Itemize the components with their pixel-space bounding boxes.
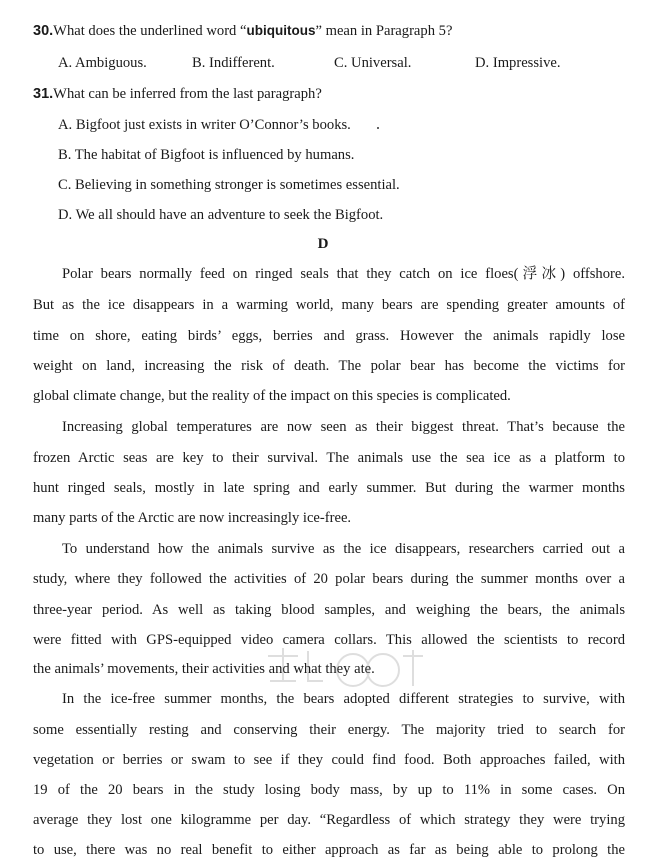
- question-30-stem: [33, 22, 452, 40]
- question-30-stem-before: What does the underlined word “: [53, 23, 247, 39]
- passage-line: the animals’ movements, their activities and what they ate.: [33, 661, 375, 677]
- passage-line: time on shore, eating birds’ eggs, berries and grass. However the animals rapidly lose: [33, 328, 625, 344]
- question-30-keyword: ubiquitous: [246, 23, 316, 38]
- passage-line: frozen Arctic seas are key to their survival. The animals use the sea ice as a platform to: [33, 450, 625, 466]
- question-31-stem: [33, 85, 322, 103]
- question-30-option-d[interactable]: D. Impressive.: [475, 55, 561, 71]
- passage-line: many parts of the Arctic are now increasingly ice-free.: [33, 510, 352, 526]
- question-31-option-d[interactable]: D. We all should have an adventure to seek the Bigfoot.: [58, 207, 384, 223]
- question-30-option-a[interactable]: A. Ambiguous.: [58, 55, 147, 71]
- passage-line: To understand how the animals survive as the ice disappears, researchers carried out a: [62, 541, 625, 557]
- passage-line: But as the ice disappears in a warming world, many bears are spending greater amounts of: [33, 297, 625, 313]
- passage-line: Polar bears normally feed on ringed seals that they catch on ice floes(浮冰) offshore.: [62, 266, 625, 282]
- passage-line: to use, there was no real benefit to either approach as far as being able to prolong the: [33, 842, 625, 858]
- question-30-number: 30.: [33, 23, 54, 39]
- passage-line: In the ice-free summer months, the bears adopted different strategies to survive, with: [62, 691, 625, 707]
- question-30-stem-after: ” mean in Paragraph 5?: [315, 23, 453, 39]
- question-30-option-b[interactable]: B. Indifferent.: [192, 55, 275, 71]
- passage-line: hunt ringed seals, mostly in late spring and early summer. But during the warmer months: [33, 480, 625, 496]
- passage-line: Increasing global temperatures are now seen as their biggest threat. That’s because the: [62, 419, 625, 435]
- question-31-stem-text: What can be inferred from the last paragraph?: [53, 86, 322, 102]
- question-31-option-b[interactable]: B. The habitat of Bigfoot is influenced by humans.: [58, 147, 355, 163]
- question-31-option-a[interactable]: A. Bigfoot just exists in writer O’Connor’s books.: [58, 117, 351, 133]
- section-heading: D: [317, 236, 329, 252]
- passage-line: average they lost one kilogramme per day. “Regardless of which strategy they were trying: [33, 812, 625, 828]
- stray-mark: [377, 127, 379, 129]
- passage-line: three-year period. As well as taking blood samples, and weighing the bears, the animals: [33, 602, 625, 618]
- passage-line: weight on land, increasing the risk of death. The polar bear has become the victims for: [33, 358, 625, 374]
- question-31-number: 31.: [33, 86, 54, 102]
- question-31-option-c[interactable]: C. Believing in something stronger is sometimes essential.: [58, 177, 400, 193]
- passage-line: study, where they followed the activities of 20 polar bears during the summer months over a: [33, 571, 625, 587]
- question-30-option-c[interactable]: C. Universal.: [334, 55, 412, 71]
- passage-line: some essentially resting and conserving their energy. The majority tried to search for: [33, 722, 625, 738]
- passage-line: 19 of the 20 bears in the study losing body mass, by up to 11% in some cases. On: [33, 782, 625, 798]
- passage-line: were fitted with GPS-equipped video camera collars. This allowed the scientists to record: [33, 632, 625, 648]
- passage-line: global climate change, but the reality of the impact on this species is complicated.: [33, 388, 511, 404]
- passage-line: vegetation or berries or swam to see if they could find food. Both approaches failed, with: [33, 752, 625, 768]
